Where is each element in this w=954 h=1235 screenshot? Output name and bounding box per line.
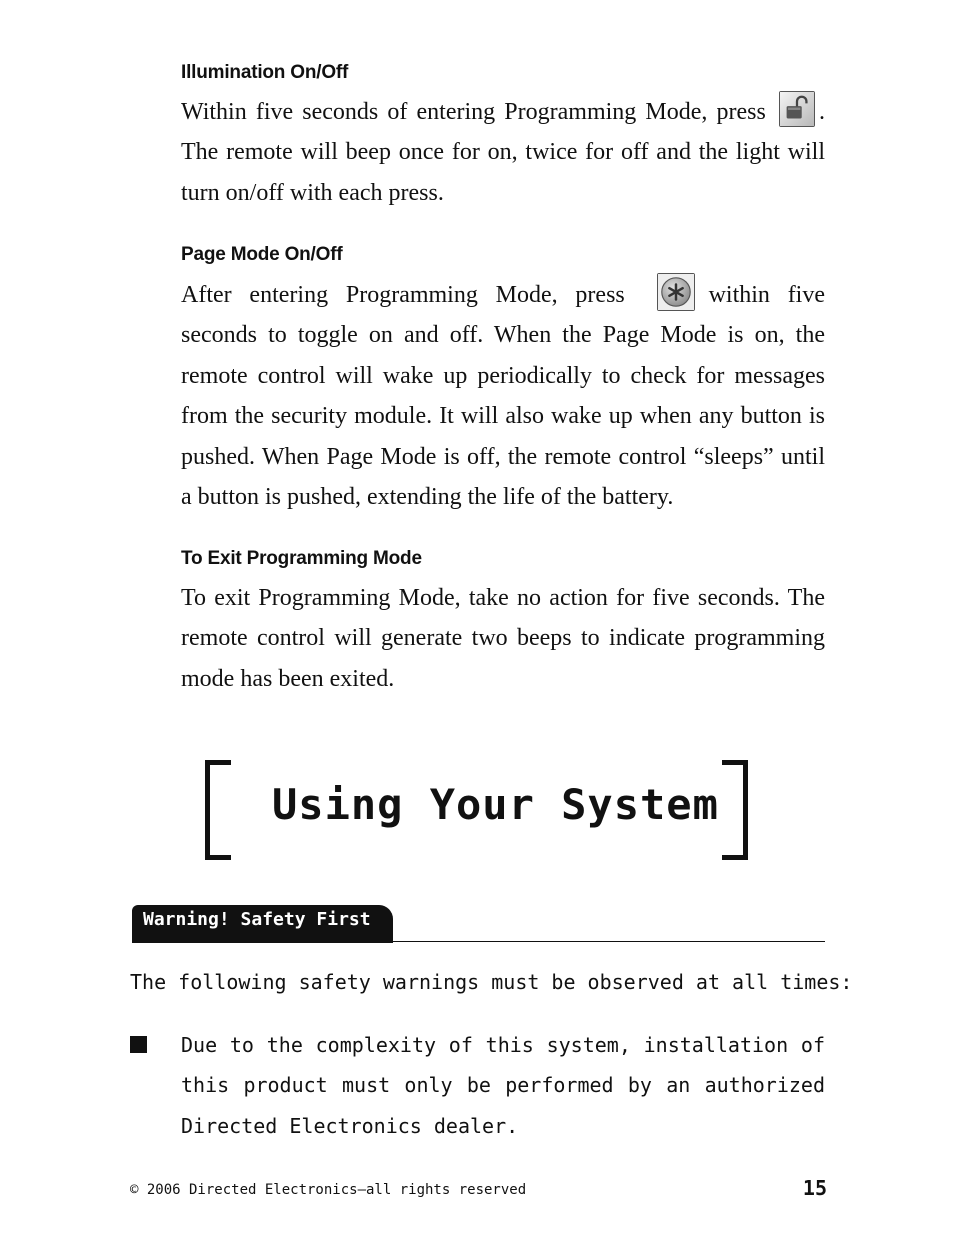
footer-copyright: © 2006 Directed Electronics—all rights reserved bbox=[130, 1182, 527, 1198]
warning-tab bbox=[132, 905, 393, 943]
page-mode-paragraph bbox=[181, 275, 825, 517]
bullet-square-icon bbox=[130, 1036, 147, 1053]
illumination-text-end: . The remote will beep once for on, twice for off and the light will turn on/off with each press. bbox=[181, 99, 826, 206]
warning-tab-label: Warning! Safety First bbox=[143, 909, 371, 930]
warning-bullet-1: Due to the complexity of this system, installation of this product must only be performed by an authorized Directed Electronics dealer. bbox=[181, 1033, 825, 1138]
page-mode-heading: Page Mode On/Off bbox=[181, 244, 343, 265]
page-mode-text-start: After entering Programming Mode, press bbox=[181, 282, 625, 308]
page-mode-text-end: within five seconds to toggle on and off. When the Page Mode is on, the remote control will wake up periodically to check for messages from the security module. It will also wake up when any button is pushed. When Page Mode is off, the remote control “sleeps” until a button is pushed, extending the life of the battery. bbox=[181, 282, 826, 511]
page-number: 15 bbox=[802, 1176, 827, 1200]
illumination-paragraph bbox=[181, 92, 825, 213]
right-bracket bbox=[722, 760, 748, 860]
unlock-icon bbox=[779, 91, 815, 127]
warning-rule bbox=[132, 941, 825, 942]
illumination-text-start: Within five seconds of entering Programming Mode, press bbox=[181, 99, 766, 125]
illumination-heading: Illumination On/Off bbox=[181, 62, 349, 83]
exit-mode-heading: To Exit Programming Mode bbox=[181, 548, 422, 569]
left-bracket bbox=[205, 760, 231, 860]
star-button-icon bbox=[657, 273, 695, 311]
exit-mode-paragraph: To exit Programming Mode, take no action for five seconds. The remote control will generate two beeps to indicate programming mode has been exited. bbox=[181, 585, 825, 692]
warning-intro: The following safety warnings must be observed at all times: bbox=[130, 970, 853, 994]
section-title: Using Your System bbox=[272, 780, 719, 829]
